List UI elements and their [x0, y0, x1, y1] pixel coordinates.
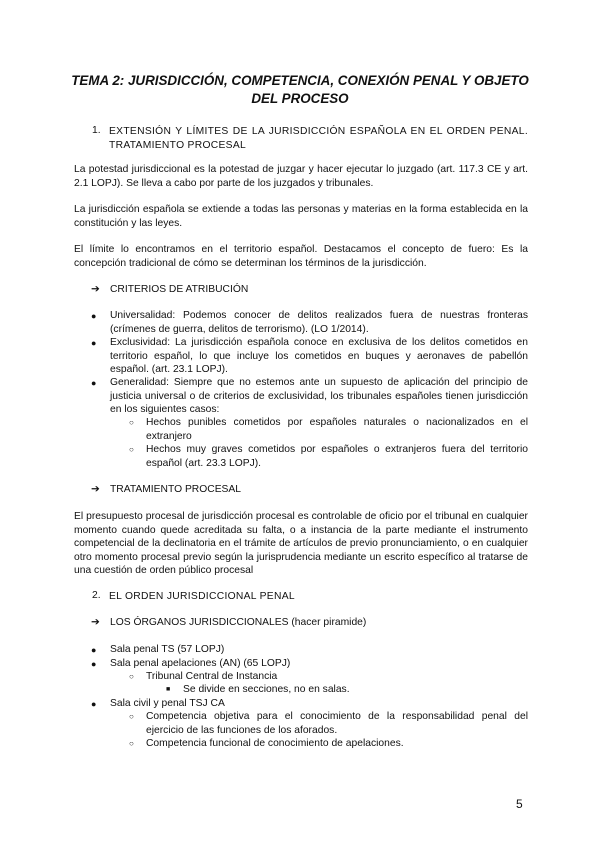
circle-bullet-icon: ○	[129, 445, 134, 454]
organo-item: Sala penal TS (57 LOPJ)	[110, 644, 225, 655]
circle-bullet-icon: ○	[129, 418, 134, 427]
circle-bullet-icon: ○	[129, 672, 134, 681]
generalidad-subitem: Hechos punibles cometidos por españoles naturales o nacionalizados en el extranjero	[146, 417, 528, 442]
organo-item: Sala penal apelaciones (AN) (65 LOPJ)	[110, 658, 291, 669]
organo-subitem: Competencia objetiva para el conocimiento de la responsabilidad penal del ejercicio de las funciones de los aforados.	[146, 711, 528, 736]
paragraph-limite: El límite lo encontramos en el territorio español. Destacamos el concepto de fuero: Es la concepción tradicional de cómo se determinan los términos de la jurisdicción.	[74, 244, 528, 269]
organos-heading: LOS ÓRGANOS JURISDICCIONALES (hacer piramide)	[110, 617, 367, 628]
organo-subsubitem: Se divide en secciones, no en salas.	[183, 684, 350, 695]
arrow-icon: ➔	[91, 617, 100, 628]
arrow-icon: ➔	[91, 284, 100, 295]
bullet-icon: ●	[91, 699, 97, 709]
organo-subitem: Competencia funcional de conocimiento de apelaciones.	[146, 738, 404, 749]
paragraph-potestad: La potestad jurisdiccional es la potestad de juzgar y hacer ejecutar lo juzgado (art. 117.3 CE y art. 2.1 LOPJ). Se lleva a cabo por parte de los juzgados y tribunales.	[74, 164, 528, 189]
section1-number: 1.	[92, 125, 101, 136]
arrow-icon: ➔	[91, 484, 100, 495]
section2-heading: EL ORDEN JURISDICCIONAL PENAL	[109, 591, 295, 602]
bullet-icon: ●	[91, 659, 97, 669]
paragraph-extension: La jurisdicción española se extiende a todas las personas y materias en la forma establecida en la constitución y las leyes.	[74, 204, 528, 229]
section1-heading: EXTENSIÓN Y LÍMITES DE LA JURISDICCIÓN ESPAÑOLA EN EL ORDEN PENAL. TRATAMIENTO PROCESAL	[109, 126, 528, 151]
square-bullet-icon: ■	[166, 686, 171, 693]
bullet-icon: ●	[91, 645, 97, 655]
criterio-generalidad: Generalidad: Siempre que no estemos ante un supuesto de aplicación del principio de justicia universal o de criterios de exclusividad, los tribunales españoles tienen jurisdicción en los siguientes casos:	[110, 377, 528, 416]
bullet-icon: ●	[91, 311, 97, 321]
criterios-heading: CRITERIOS DE ATRIBUCIÓN	[110, 284, 249, 295]
circle-bullet-icon: ○	[129, 712, 134, 721]
paragraph-presupuesto: El presupuesto procesal de jurisdicción procesal es controlable de oficio por el tribunal en cualquier momento cuando quede acreditada su falta, o a instancia de la parte mediante el instrumento competencial de la declinatoria en el trámite de artículos de previo pronunciamiento, o en cualquier otro momento procesal previo según la jurisprudencia mediante un escrito específico al tratarse de una cuestión de orden público procesal	[74, 511, 528, 577]
bullet-icon: ●	[91, 378, 97, 388]
bullet-icon: ●	[91, 338, 97, 348]
organo-item: Sala civil y penal TSJ CA	[110, 698, 225, 709]
organo-subitem: Tribunal Central de Instancia	[146, 671, 278, 682]
section2-number: 2.	[92, 590, 101, 601]
page-title: TEMA 2: JURISDICCIÓN, COMPETENCIA, CONEXIÓN PENAL Y OBJETO DEL PROCESO	[71, 73, 529, 106]
criterio-exclusividad: Exclusividad: La jurisdicción española conoce en exclusiva de los delitos cometidos en territorio español, lo que incluye los cometidos en buques y aeronaves de pabellón español. (art. 23.1 LOPJ).	[110, 337, 528, 376]
circle-bullet-icon: ○	[129, 739, 134, 748]
tratamiento-heading: TRATAMIENTO PROCESAL	[110, 484, 242, 495]
criterio-universalidad: Universalidad: Podemos conocer de delitos realizados fuera de nuestras fronteras (crímenes de guerra, delitos de terrorismo). (LO 1/2014).	[110, 310, 528, 335]
page-number: 5	[516, 797, 523, 811]
generalidad-subitem: Hechos muy graves cometidos por españoles o extranjeros fuera del territorio español (art. 23.3 LOPJ).	[146, 444, 528, 469]
